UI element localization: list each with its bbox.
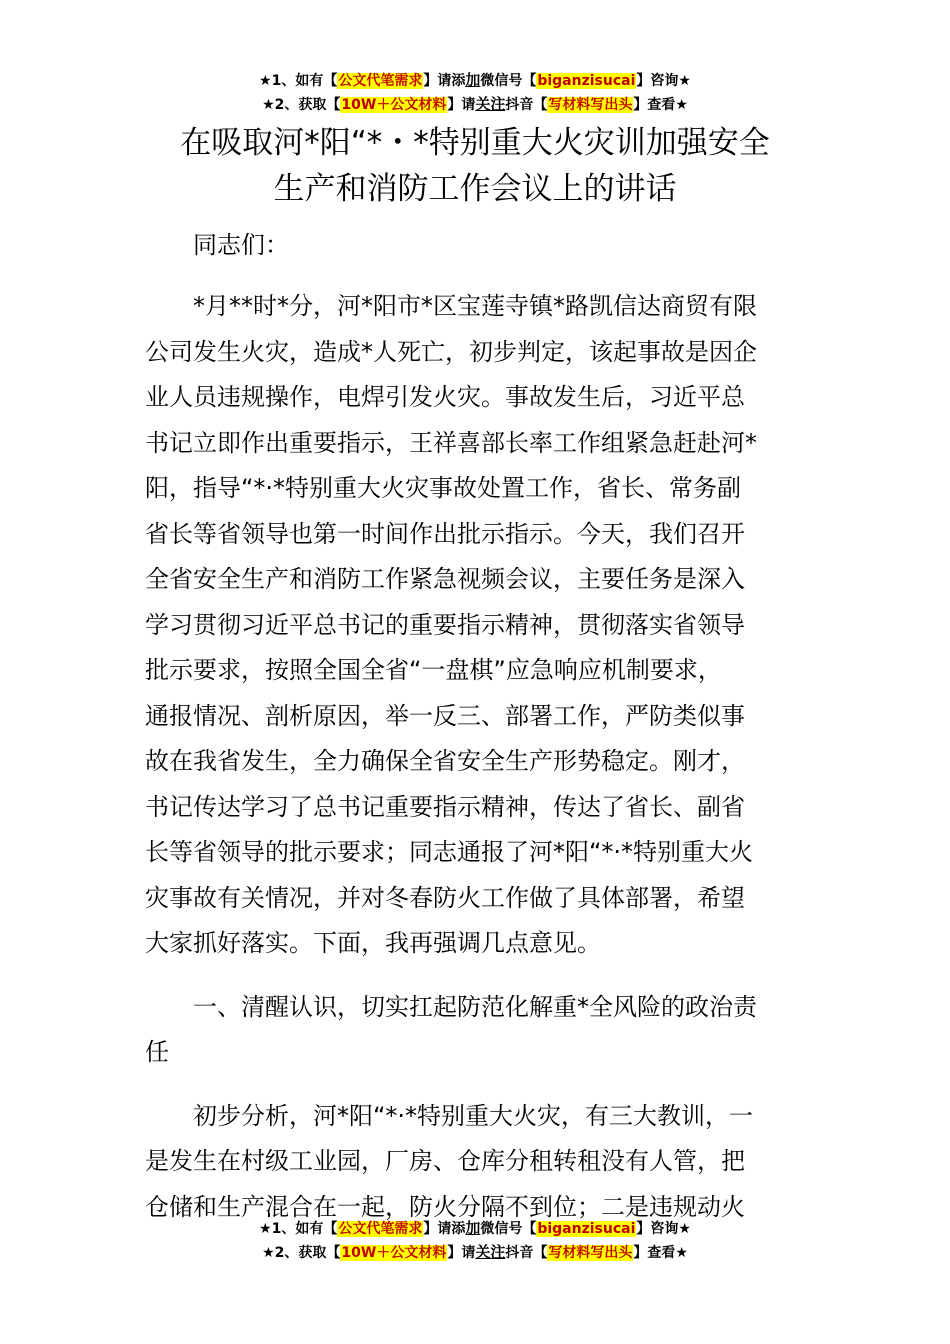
title-line-1: 在吸取河*阳“*・*特别重大火灾训加强安全: [180, 125, 770, 161]
banner-highlight: 公文代笔需求: [338, 73, 423, 89]
banner-text: 抖音【: [505, 1245, 548, 1261]
banner-underlined: 关注: [475, 95, 506, 113]
paragraph-2: [145, 1094, 810, 1231]
banner-text: 】咨询★: [636, 1221, 691, 1237]
title-line-2: 生产和消防工作会议上的讲话: [273, 171, 677, 207]
paragraph-line: 省长等省领导也第一时间作出批示指示。今天，我们召开: [145, 519, 745, 548]
banner-text: 】咨询★: [636, 73, 691, 89]
banner-underlined: 加: [465, 71, 481, 89]
banner-underlined: 关注: [475, 1243, 506, 1261]
paragraph-line: 灾事故有关情况，并对冬春防火工作做了具体部署，希望: [145, 883, 745, 912]
banner-highlight: 10W＋公文材料: [341, 97, 447, 113]
banner-line-2: [0, 1240, 950, 1264]
paragraph-line: 故在我省发生，全力确保全省安全生产形势稳定。刚才，: [145, 747, 745, 775]
paragraph-line: 通报情况、剖析原因，举一反三、部署工作，严防类似事: [145, 701, 745, 730]
header-banner: [0, 68, 950, 116]
banner-text: 抖音【: [505, 97, 548, 113]
banner-text: 微信号【: [480, 73, 537, 89]
banner-text: 】查看★: [633, 1245, 688, 1261]
paragraph-line: *月**时*分，河*阳市*区宝莲寺镇*路凯信达商贸有限: [193, 292, 757, 320]
footer-banner: [0, 1216, 950, 1264]
paragraph-line: 是发生在村级工业园，厂房、仓库分租转租没有人管，把: [145, 1147, 745, 1175]
banner-underlined: 加: [465, 1219, 481, 1237]
paragraph-1: [145, 284, 810, 967]
banner-highlight: 公文代笔需求: [338, 1221, 423, 1237]
banner-wechat-id: biganzisucai: [537, 73, 636, 89]
banner-text: ★2、获取【: [262, 1245, 341, 1261]
banner-wechat-id: biganzisucai: [537, 1221, 636, 1237]
paragraph-line: 业人员违规操作，电焊引发火灾。事故发生后，习近平总: [145, 383, 745, 411]
banner-text: ★1、如有【: [259, 73, 338, 89]
heading-line: 任: [145, 1038, 169, 1066]
banner-text: ★2、获取【: [262, 97, 341, 113]
paragraph-line: 阳，指导“*·*特别重大火灾事故处置工作，省长、常务副: [145, 474, 742, 502]
paragraph-line: 长等省领导的批示要求；同志通报了河*阳“*·*特别重大火: [145, 838, 754, 866]
banner-highlight: 10W＋公文材料: [341, 1245, 447, 1261]
paragraph-line: 学习贯彻习近平总书记的重要指示精神，贯彻落实省领导: [145, 610, 745, 639]
banner-text: 】查看★: [633, 97, 688, 113]
paragraph-line: 批示要求，按照全国全省“一盘棋”应急响应机制要求，: [145, 656, 722, 684]
banner-text: 微信号【: [480, 1221, 537, 1237]
document-body: [145, 224, 810, 1248]
paragraph-line: 初步分析，河*阳“*·*特别重大火灾，有三大教训，一: [193, 1101, 754, 1130]
paragraph-line: 书记传达学习了总书记重要指示精神，传达了省长、副省: [145, 792, 745, 821]
heading-line: 一、清醒认识，切实扛起防范化解重*全风险的政治责: [193, 992, 757, 1021]
banner-douyin-id: 写材料写出头: [548, 1245, 633, 1261]
paragraph-line: 大家抓好落实。下面，我再强调几点意见。: [145, 929, 601, 957]
banner-text: ★1、如有【: [259, 1221, 338, 1237]
paragraph-line: 仓储和生产混合在一起，防火分隔不到位；二是违规动火: [145, 1192, 745, 1221]
greeting: 同志们：: [193, 231, 289, 259]
banner-text: 】请添: [423, 1221, 466, 1237]
banner-line-1: [0, 68, 950, 92]
document-title: [100, 120, 850, 212]
banner-text: 】请: [447, 97, 476, 113]
paragraph-line: 公司发生火灾，造成*人死亡，初步判定，该起事故是因企: [145, 337, 757, 366]
paragraph-line: 全省安全生产和消防工作紧急视频会议，主要任务是深入: [145, 565, 745, 593]
banner-text: 】请: [447, 1245, 476, 1261]
banner-text: 】请添: [423, 73, 466, 89]
paragraph-line: 书记立即作出重要指示，王祥喜部长率工作组紧急赶赴河*: [145, 428, 757, 457]
banner-line-1: [0, 1216, 950, 1240]
banner-line-2: [0, 92, 950, 116]
section-heading-1: [145, 985, 810, 1076]
banner-douyin-id: 写材料写出头: [548, 97, 633, 113]
